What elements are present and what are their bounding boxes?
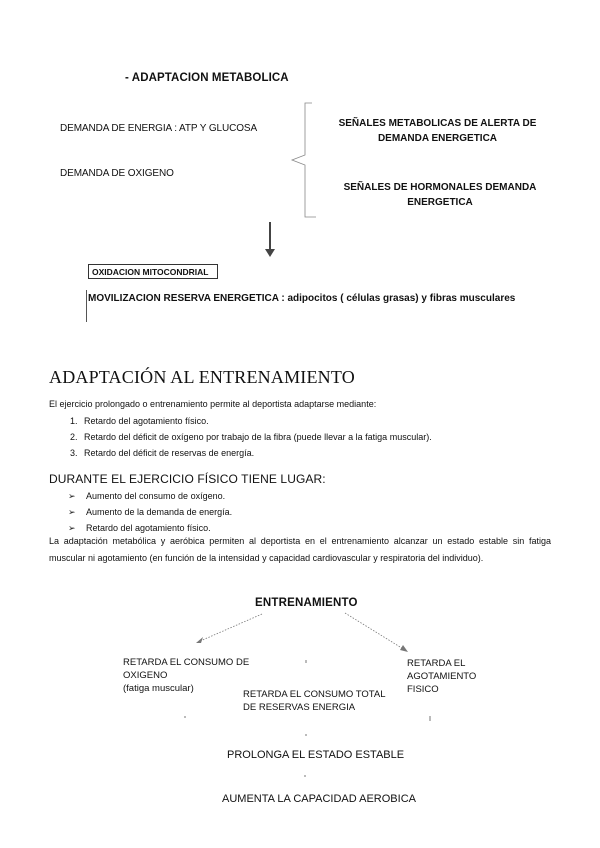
- arrow-bullet-icon: ➢: [68, 523, 76, 533]
- oxidation-box: OXIDACION MITOCONDRIAL: [88, 264, 218, 279]
- list-item: [70, 413, 432, 429]
- diagram-left-line2: OXIGENO: [123, 670, 168, 681]
- signals-metabolic: [330, 116, 545, 146]
- list-number: 3.: [70, 448, 78, 458]
- down-arrow-head: [265, 249, 275, 257]
- diagram-stable: PROLONGA EL ESTADO ESTABLE: [227, 749, 405, 761]
- diagram-left-line3: (fatiga muscular): [123, 683, 194, 694]
- list-text: Retardo del agotamiento físico.: [86, 523, 211, 533]
- list-text: Aumento de la demanda de energía.: [86, 507, 233, 517]
- signals-metabolic-line2: DEMANDA ENERGETICA: [377, 133, 498, 144]
- training-heading: ADAPTACIÓN AL ENTRENAMIENTO: [49, 367, 355, 387]
- demand-energy-label: DEMANDA DE ENERGIA : ATP Y GLUCOSA: [60, 123, 258, 134]
- mobilization-bar: [86, 290, 87, 322]
- list-item: [68, 488, 232, 504]
- list-item: [68, 504, 232, 520]
- diagram-left-node: [123, 656, 249, 695]
- demand-oxygen-label: DEMANDA DE OXIGENO: [60, 168, 174, 179]
- diagram-right-line2: AGOTAMIENTO: [407, 671, 477, 682]
- diagram-left-line1: RETARDA EL CONSUMO DE: [123, 657, 250, 668]
- brace-line: [292, 103, 316, 217]
- list-text: Aumento del consumo de oxígeno.: [86, 491, 226, 501]
- diagram-mid-node: [243, 688, 386, 714]
- diagram-right-node: [407, 657, 476, 696]
- arrow-head-left: [196, 637, 203, 643]
- mobilization-text: MOVILIZACION RESERVA ENERGETICA : adipocitos ( células grasas) y fibras musculares: [88, 293, 516, 304]
- diagram-right-line1: RETARDA EL: [407, 658, 466, 669]
- arrow-to-left: [198, 614, 262, 642]
- signals-metabolic-line1: SEÑALES METABOLICAS DE ALERTA DE: [338, 118, 537, 129]
- diagram-root: ENTRENAMIENTO: [255, 597, 358, 609]
- list-number: 1.: [70, 416, 78, 426]
- list-item: [70, 429, 432, 445]
- exercise-paragraph: La adaptación metabólica y aeróbica permiten al deportista en el entrenamiento alcanzar un estado estable sin fatiga muscular ni agotamiento (en función de la intensidad y capacidad cardiovascular y respiratoria del individuo).: [49, 536, 551, 563]
- list-text: Retardo del agotamiento físico.: [84, 416, 209, 426]
- signals-hormonal-line2: ENERGETICA: [407, 197, 473, 208]
- diagram-mid-line2: DE RESERVAS ENERGIA: [243, 702, 356, 713]
- training-intro: El ejercicio prolongado o entrenamiento permite al deportista adaptarse mediante:: [49, 399, 377, 409]
- arrow-bullet-icon: ➢: [68, 507, 76, 517]
- arrow-bullet-icon: ➢: [68, 491, 76, 501]
- arrow-head-right: [400, 645, 408, 652]
- list-number: 2.: [70, 432, 78, 442]
- list-item: [70, 445, 432, 461]
- signals-hormonal-line1: SEÑALES DE HORMONALES DEMANDA: [343, 182, 537, 193]
- training-list: [70, 413, 432, 461]
- exercise-heading: DURANTE EL EJERCICIO FÍSICO TIENE LUGAR:: [49, 472, 326, 486]
- diagram-mid-line1: RETARDA EL CONSUMO TOTAL: [243, 689, 386, 700]
- list-text: Retardo del déficit de reservas de energía.: [84, 448, 255, 458]
- list-text: Retardo del déficit de oxígeno por trabajo de la fibra (puede llevar a la fatiga muscular).: [84, 432, 432, 442]
- diagram-aerobic: AUMENTA LA CAPACIDAD AEROBICA: [222, 793, 416, 805]
- metabolic-title: - ADAPTACION METABOLICA: [125, 72, 289, 84]
- diagram-right-line3: FISICO: [407, 684, 439, 695]
- signals-hormonal: [340, 180, 540, 210]
- arrow-to-right: [345, 613, 405, 650]
- exercise-list: [68, 488, 232, 536]
